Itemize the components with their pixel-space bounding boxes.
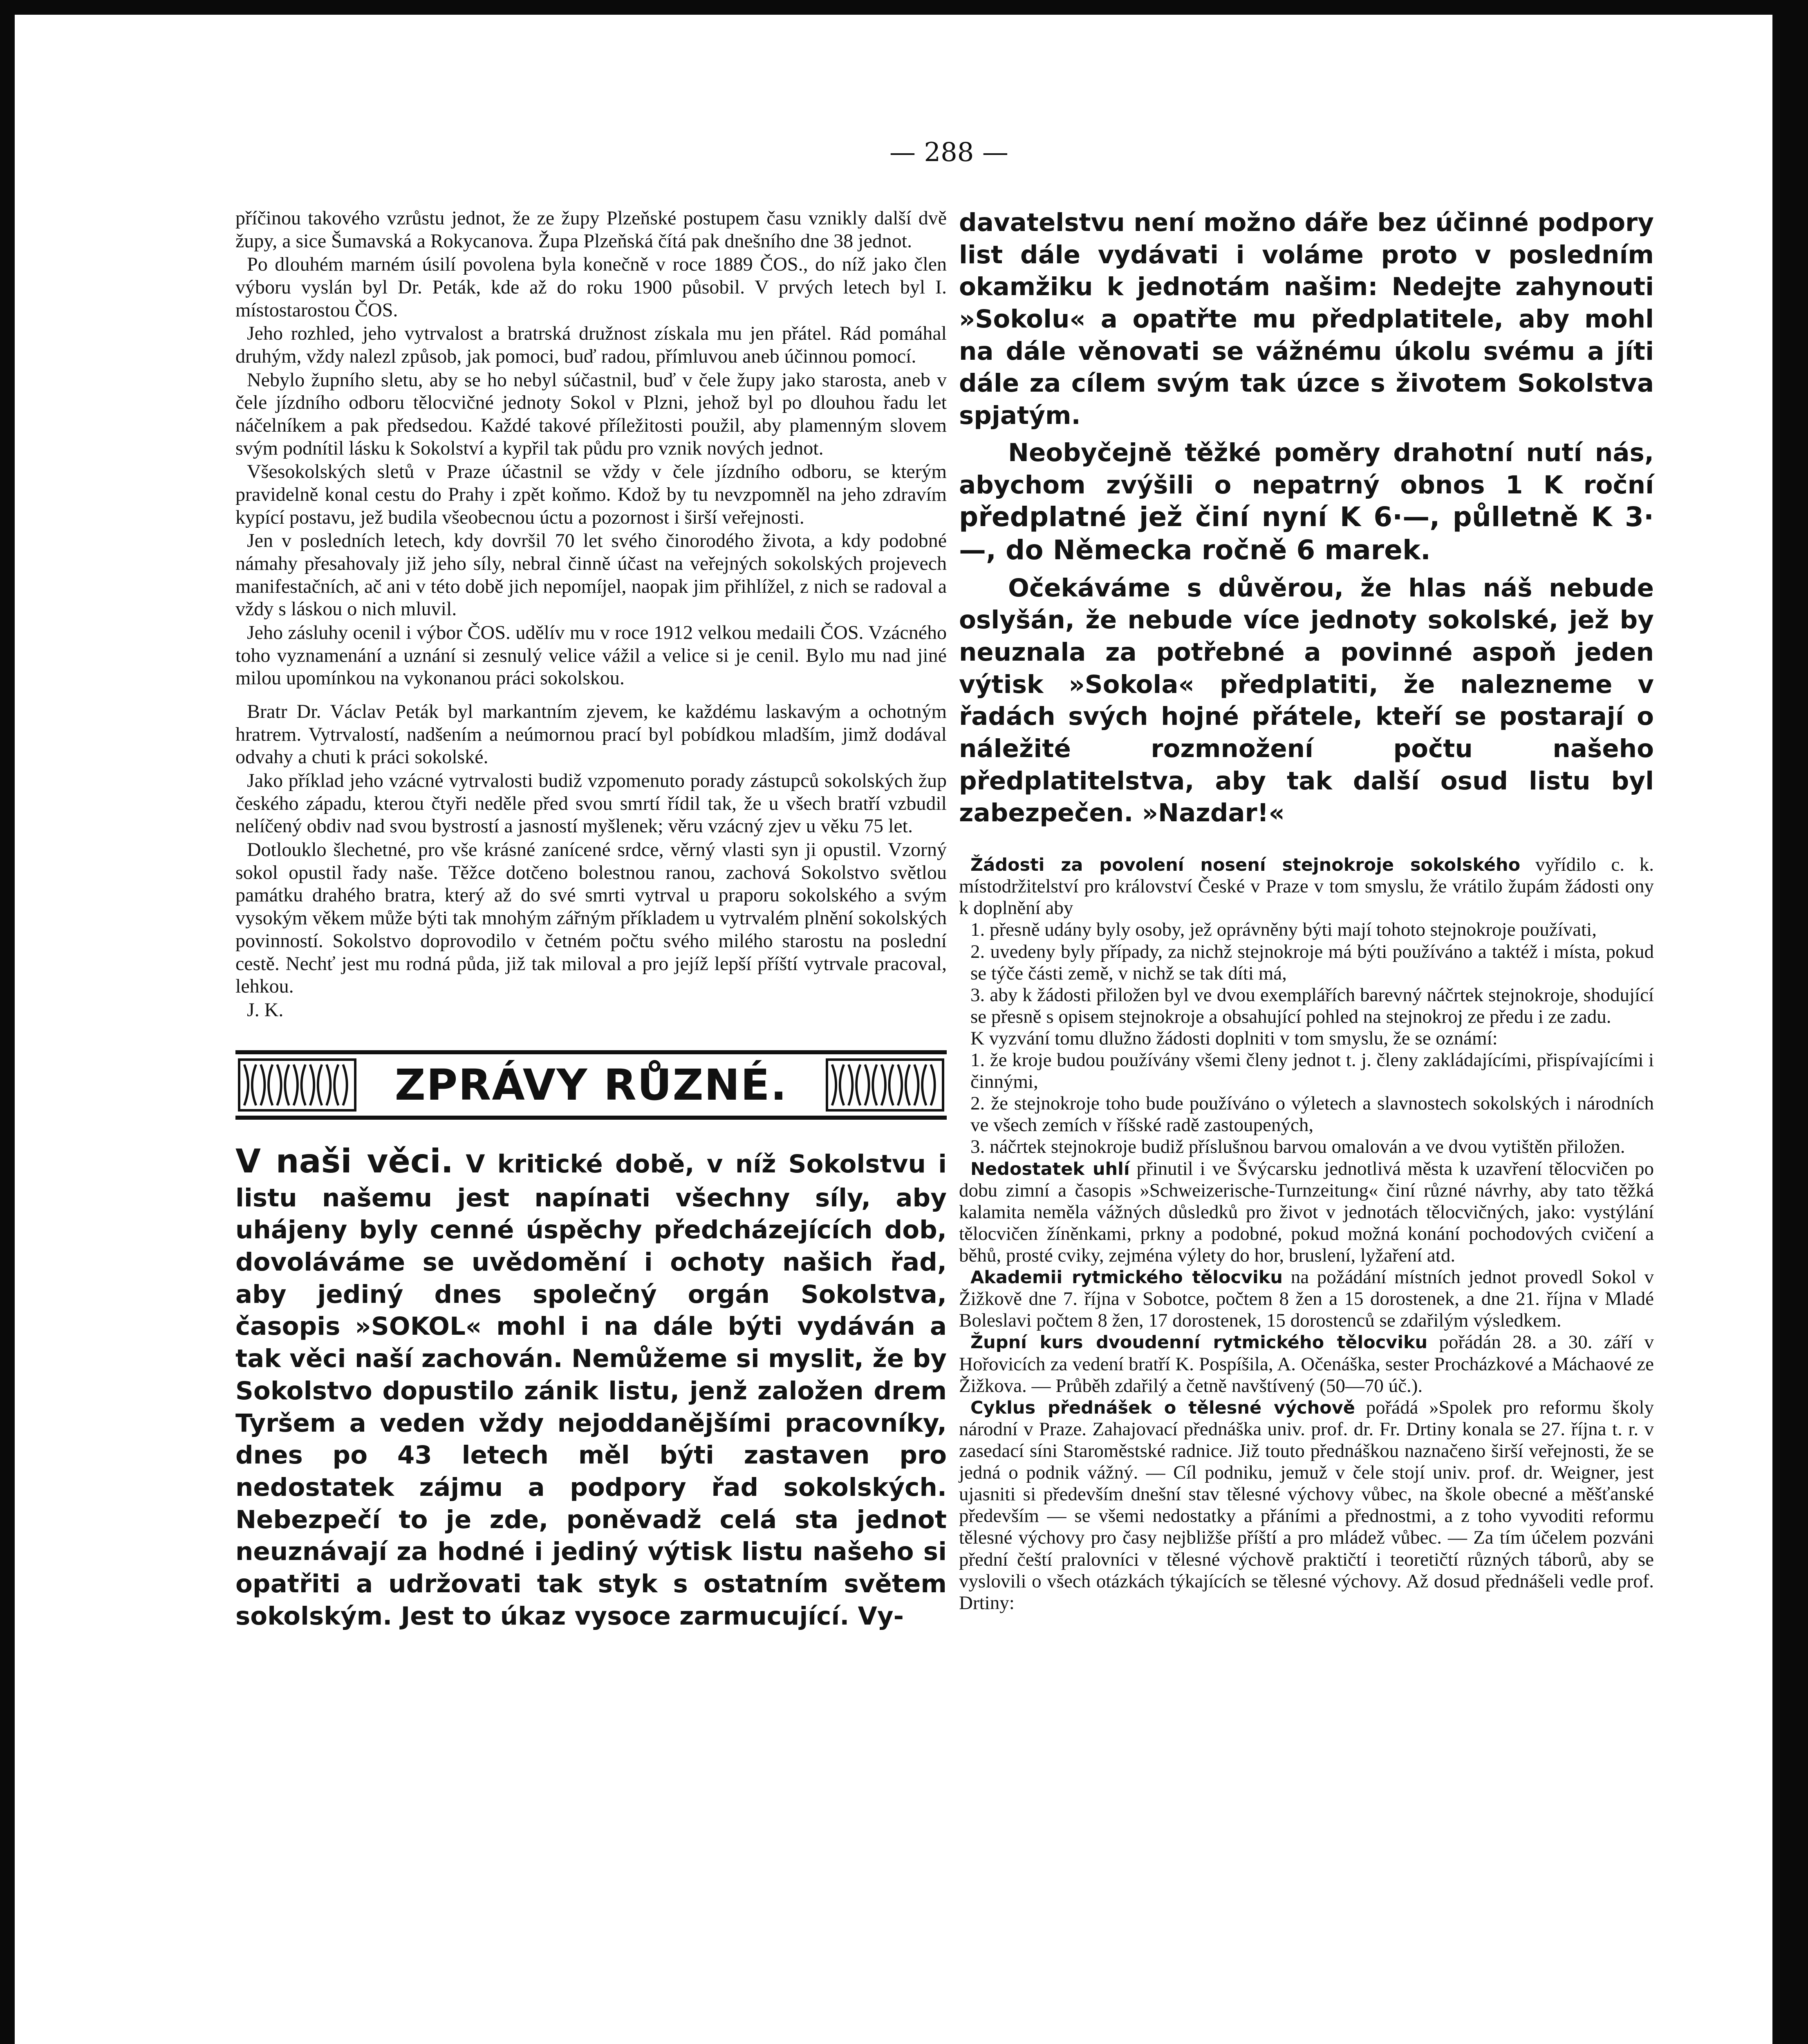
- author-signature: J. K.: [247, 999, 284, 1021]
- list-item: 3. aby k žádosti přiložen byl ve dvou exemplářích barevný náčrtek stejnokroje, shodující se přesně s opisem stejnokroje a obsahující pohled na stejnokroj ze předu i ze zadu.: [970, 984, 1654, 1027]
- page-number: — 288 —: [889, 137, 1008, 168]
- notice-title: Žádosti za povolení nosení stejnokroje sokolského: [970, 855, 1521, 876]
- notices: [959, 854, 1654, 1614]
- obituary-paragraph: Jako příklad jeho vzácné vytrvalosti budiž vzpomenuto porady zástupců sokolských žup českého západu, kterou čtyři neděle před svou smrtí řídil tak, že u všech bratří vzbudil nelíčený obdiv nad svou bystrostí a jasností myšlenek; věru vzácný zjev u věku 75 let.: [235, 770, 947, 837]
- list-item: 2. že stejnokroje toho bude používáno o výletech a slavnostech sokolských i národních ve všech zemích v říšské radě zastoupených,: [970, 1093, 1654, 1136]
- appeal-paragraph: [235, 1140, 947, 1633]
- appeal-article: [235, 1140, 947, 1633]
- notice-title: Župní kurs dvoudenní rytmického tělocviku: [970, 1332, 1428, 1353]
- right-column: [959, 207, 1654, 1614]
- obituary-paragraph: Po dlouhém marném úsilí povolena byla konečně v roce 1889 ČOS., do níž jako člen výboru vyslán byl Dr. Peták, kde až do roku 1900 působil. V prvých letech byl I. místostarostou ČOS.: [235, 253, 947, 321]
- price-intro: Neobyčejně těžké poměry drahotní nutí nás, abychom zvýšili o nepatrný obnos 1 K roční: [959, 438, 1654, 500]
- left-column: [235, 207, 947, 1632]
- notice-title: Akademii rytmického tělocviku: [970, 1267, 1283, 1288]
- notice-title: Cyklus přednášek o tělesné výchově: [970, 1397, 1355, 1418]
- notice-course: Župní kurs dvoudenní rytmického tělocviku pořádán 28. a 30. září v Hořovicích za vedení bratří K. Pospíšila, A. Očenáška, sester Procházkové a Máchaové ze Žižkova. — Průběh zdařilý a četně navštívený (50—70 úč.).: [959, 1331, 1654, 1396]
- notice-lectures: Cyklus přednášek o tělesné výchově pořádá »Spolek pro reformu školy národní v Praze. Zahajovací přednáška univ. prof. dr. Fr. Drtiny konala se 27. října t. r. v zasedací síni Staroměstské radnice. Již touto přednáškou naznačeno širší veřejnosti, že se jedná o podnik vážný. — Cíl podniku, jemuž v čele stojí univ. prof. dr. Weigner, jest ujasniti si především dnešní stav tělesné výchovy vůbec, na škole obecné a měšťanské především — se všemi nedostatky a přáními a přednostmi, a z toho vyvoditi reformu tělesné výchovy pro časy nejbližše příští a pro mládež vůbec. — Za tím účelem pozváni přední čeští pralovníci v tělesné výchově praktičtí i teoretičtí různých táborů, aby se vyslovili o všech otázkách týkajících se tělesné výchovy. Až dosud přednášeli vedle prof. Drtiny:: [959, 1396, 1654, 1614]
- section-header: [235, 1050, 947, 1120]
- obituary-paragraph: Jeho rozhled, jeho vytrvalost a bratrská družnost získala mu jen přátel. Rád pomáhal druhým, vždy nalezl způsob, jak pomoci, buď radou, přímluvou aneb účinnou pomocí.: [235, 323, 947, 368]
- article-continued: davatelstvu není možno dáře bez účinné podpory list dále vydávati i voláme proto v posledním okamžiku k jednotám našim: Nedejte zahynouti »Sokolu« a opatřte mu předplatitele, aby mohl na dále věnovati se vážnému úkolu svému a jíti dále za cílem svým tak úzce s životem Sokolstva spjatým.: [959, 208, 1654, 430]
- obituary-text: [235, 207, 947, 1022]
- appeal-article-continued: [959, 207, 1654, 829]
- article-text: V kritické době, v níž Sokolstvu i listu našemu jest napínati všechny síly, aby uhájeny byly cenné úspěchy předcházejících dob, dovoláváme se uvědomění i ochoty našich řad, aby jediný dnes společný orgán Sokolstva, časopis »SOKOL« mohl i na dále býti vydáván a tak věci naší zachován. Nemůžeme si myslit, že by Sokolstvo dopustilo zánik listu, jenž založen drem Tyršem a veden vždy nejoddanějšími pracovníky, dnes po 43 letech měl býti zastaven pro nedostatek zájmu a podpory řad sokolských. Nebezpečí to je zde, poněvadž celá sta jednot neuznávají za hodné i jediný výtisk listu našeho si opatřiti a udržovati tak styk s ostatním světem sokolským. Jest to úkaz vysoce zarmucující. Vy-: [235, 1149, 947, 1631]
- obituary-paragraph: Jen v posledních letech, kdy dovršil 70 let svého činorodého života, a kdy podobné námahy přesahovaly již jeho síly, nebral činně účast na veřejných sokolských projevech manifestačních, ač ani v této době jich nepomíjel, naopak jim přihlížel, z nich se radoval a vždy s láskou o nich mluvil.: [235, 530, 947, 620]
- appeal-closing: Očekáváme s důvěrou, že hlas náš nebude oslyšán, že nebude více jednoty sokolské, jež by neuznala za potřebné a povinné aspoň jeden výtisk »Sokola« předplatiti, že nalezneme v řadách svých hojné přátele, kteří se postarají o náležité rozmnožení počtu našeho předplatitelstva, aby tak další osud listu byl zabezpečen. »Nazdar!«: [959, 573, 1654, 828]
- ornament-right-icon: [826, 1058, 944, 1112]
- page-sheet: [15, 15, 1772, 2044]
- notice-title: Nedostatek uhlí: [970, 1159, 1130, 1179]
- article-lead: V naši věci.: [235, 1142, 454, 1180]
- obituary-paragraph: Dotlouklo šlechetné, pro vše krásné zanícené srdce, věrný vlasti syn ji opustil. Vzorný sokol opustil řady naše. Těžce dotčeno bolestnou ranou, zachová Sokolstvo světlou památku drahého bratra, který až do své smrti vytrval u praporu sokolského a svým vysokým věkem může býti tak mnohým zářným příkladem u vytrvalém plnění sokolských povinností. Sokolstvo doprovodilo v četném počtu svého milého starostu na poslední cestě. Nechť jest mu rodná půda, již tak miloval a pro jejíž lepší příští vytrvale pracoval, lehkou.: [235, 839, 947, 997]
- obituary-paragraph: Všesokolských sletů v Praze účastnil se vždy v čele jízdního odboru, se kterým pravidelně konal cestu do Prahy i zpět koňmo. Kdož by tu nevzpomněl na jeho zdravím kypící postavu, jež budila všeobecnou úctu a pozornost i širší veřejnosti.: [235, 461, 947, 528]
- price-emphasis: předplatné jež činí nyní K 6·—, půlletně K 3·—, do Německa ročně 6 marek.: [959, 501, 1654, 566]
- list-item: 1. že kroje budou používány všemi členy jednot t. j. členy zakládajícími, přispívajícími i činnými,: [970, 1049, 1654, 1093]
- notice-uniform: Žádosti za povolení nosení stejnokroje sokolského vyřídilo c. k. místodržitelství pro království České v Praze v tom smyslu, že vrátilo župám žádosti ony k doplnění aby: [959, 854, 1654, 919]
- notice-academy: Akademii rytmického tělocviku na požádání místních jednot provedl Sokol v Žižkově dne 7. října v Sobotce, počtem 8 žen a 15 dorostenek, a dne 21. října v Mladé Boleslavi počtem 8 žen, 17 dorostenek, 15 dorostenců se zdařilým výsledkem.: [959, 1266, 1654, 1331]
- price-paragraph: [959, 437, 1654, 567]
- obituary-paragraph: příčinou takového vzrůstu jednot, že ze župy Plzeňské postupem času vznikly další dvě župy, a sice Šumavská a Rokycanova. Župa Plzeňská čítá pak dnešního dne 38 jednot.: [235, 207, 947, 252]
- list-item: 1. přesně udány byly osoby, jež oprávněny býti mají tohoto stejnokroje používati,: [970, 919, 1597, 941]
- list-item: 2. uvedeny byly případy, za nichž stejnokroje má býti používáno a taktéž i místa, pokud se týče části země, v nichž se tak díti má,: [970, 941, 1654, 984]
- section-title: ZPRÁVY RŮZNÉ.: [394, 1060, 788, 1110]
- obituary-paragraph: Nebylo župního sletu, aby se ho nebyl súčastnil, buď v čele župy jako starosta, aneb v čele jízdního odboru tělocvičné jednoty Sokol v Plzni, jehož byl po dlouhou řadu let náčelníkem a pak předsedou. Každé takové příležitosti použil, aby plamenným slovem svým podnítil lásku k Sokolství a kypřil tak půdu pro vznik nových jednot.: [235, 369, 947, 459]
- obituary-paragraph: Bratr Dr. Václav Peták byl markantním zjevem, ke každému laskavým a ochotným hratrem. Vytrvalostí, nadšením a neúmornou prací byl pobídkou mladším, jimž dodával odvahy a chuti k práci sokolské.: [235, 701, 947, 768]
- obituary-paragraph: Jeho zásluhy ocenil i výbor ČOS. udělív mu v roce 1912 velkou medaili ČOS. Vzácného toho vyznamenání a uznání si zesnulý velice vážil a velice si je cenil. Bylo mu nad jiné milou upomínkou na vykonanou práci sokolskou.: [235, 622, 947, 689]
- ornament-left-icon: [238, 1058, 356, 1112]
- notice-followup: K vyzvání tomu dlužno žádosti doplniti v tom smyslu, že se oznámí:: [970, 1027, 1498, 1049]
- list-item: 3. náčrtek stejnokroje budiž příslušnou barvou omalován a ve dvou vytištěn přiložen.: [970, 1136, 1625, 1158]
- notice-coal: Nedostatek uhlí přinutil i ve Švýcarsku jednotlivá města k uzavření tělocvičen po dobu zimní a časopis »Schweizerische-Turnzeitung« činí různé návrhy, aby tato těžká kalamita neměla vážných důsledků pro život v jednotách tělocvičných, jako: vystýlání tělocvičen žíněnkami, prkny a podobné, pokud možná konání pochodových cvičení a běhů, prosté cviky, zejména výlety do hor, bruslení, lyžaření atd.: [959, 1158, 1654, 1266]
